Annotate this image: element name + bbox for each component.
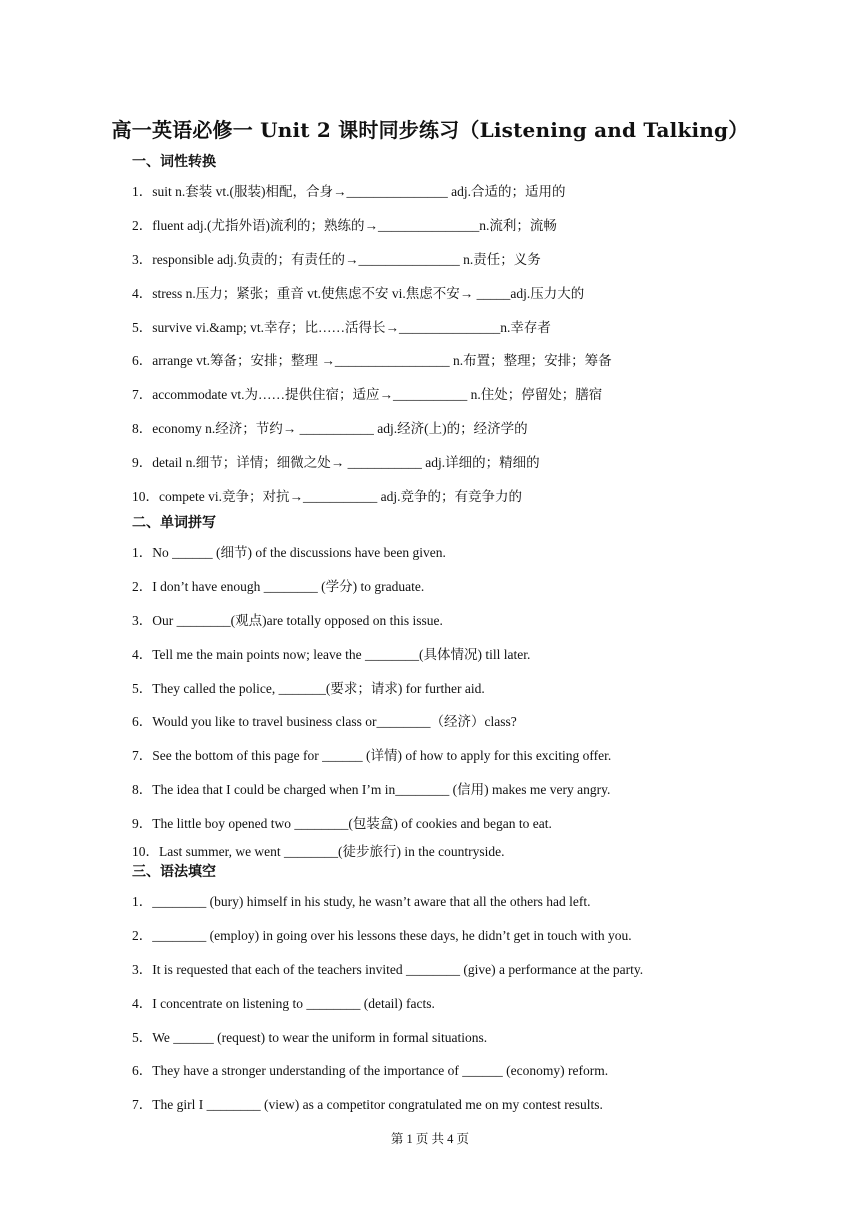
exercise-line: 4．Tell me the main points now; leave the ________(具体情况) till later. [132, 647, 531, 662]
page-title: 高一英语必修一 Unit 2 课时同步练习（Listening and Talking） [111, 118, 749, 142]
exercise-line: 1．________ (bury) himself in his study, he wasn’t aware that all the others had left. [132, 894, 591, 909]
exercise-line: 7．The girl I ________ (view) as a competitor congratulated me on my contest results. [132, 1097, 603, 1112]
exercise-line: 10．Last summer, we went ________(徒步旅行) in the countryside. [132, 844, 505, 859]
exercise-line: 2．I don’t have enough ________ (学分) to graduate. [132, 579, 425, 594]
exercise-line: 1．No ______ (细节) of the discussions have been given. [132, 545, 446, 560]
exercise-line: 3．Our ________(观点)are totally opposed on this issue. [132, 613, 443, 628]
exercise-line: 7．accommodate vt.为……提供住宿；适应→___________ n.住处；停留处；膳宿 [132, 387, 603, 402]
exercise-line: 6．arrange vt.筹备；安排；整理 →_________________ n.布置；整理；安排；筹备 [132, 353, 612, 368]
exercise-line: 8．The idea that I could be charged when I’m in________ (信用) makes me very angry. [132, 782, 611, 797]
exercise-line: 4．stress n.压力；紧张；重音 vt.使焦虑不安 vi.焦虑不安→ _____adj.压力大的 [132, 286, 585, 301]
exercise-line: 4．I concentrate on listening to ________ (detail) facts. [132, 996, 435, 1011]
exercise-line: 3．It is requested that each of the teachers invited ________ (give) a performance at the party. [132, 962, 644, 977]
exercise-line: 7．See the bottom of this page for ______ (详情) of how to apply for this exciting offer. [132, 748, 612, 763]
page-number-footer: 第 1 页 共 4 页 [390, 1132, 470, 1146]
exercise-line: 3．responsible adj.负责的；有责任的→_______________ n.责任；义务 [132, 252, 541, 267]
exercise-line: 5．We ______ (request) to wear the uniform in formal situations. [132, 1030, 488, 1045]
exercise-line: 5．survive vi.&amp; vt.幸存；比……活得长→_______________n.幸存者 [132, 320, 551, 335]
exercise-line: 6．They have a stronger understanding of the importance of ______ (economy) reform. [132, 1063, 609, 1078]
exercise-line: 10．compete vi.竞争；对抗→___________ adj.竞争的；有竞争力的 [132, 489, 522, 504]
exercise-line: 6．Would you like to travel business class or________（经济）class? [132, 714, 517, 729]
exercise-line: 9．detail n.细节；详情；细微之处→ ___________ adj.详细的；精细的 [132, 455, 540, 470]
section-heading-grammar-fill: 三、语法填空 [132, 864, 216, 880]
exercise-line: 9．The little boy opened two ________(包装盒) of cookies and began to eat. [132, 816, 552, 831]
exercise-line: 2．fluent adj.(尤指外语)流利的；熟练的→_______________n.流利；流畅 [132, 218, 557, 233]
exercise-line: 2．________ (employ) in going over his lessons these days, he didn’t get in touch with you. [132, 928, 632, 943]
section-heading-spelling: 二、单词拼写 [132, 515, 216, 531]
section-heading-word-forms: 一、词性转换 [132, 154, 216, 170]
exercise-line: 8．economy n.经济；节约→ ___________ adj.经济(上)的；经济学的 [132, 421, 528, 436]
exercise-line: 5．They called the police, _______(要求；请求) for further aid. [132, 681, 485, 696]
exercise-line: 1．suit n.套装 vt.(服装)相配，合身→_______________ adj.合适的；适用的 [132, 184, 566, 199]
